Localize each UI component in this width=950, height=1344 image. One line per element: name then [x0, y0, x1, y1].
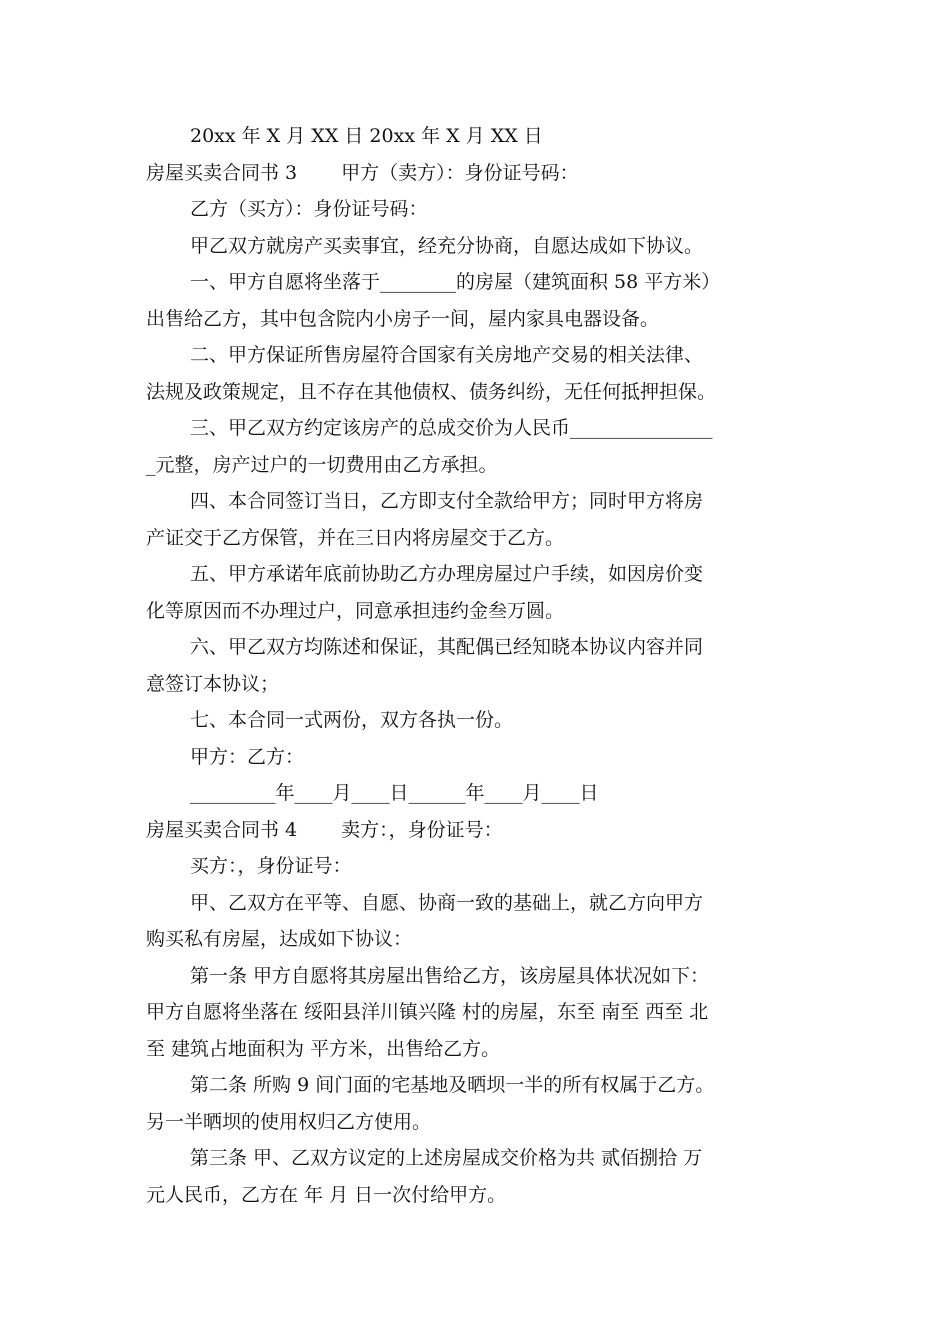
line-text: 六、甲乙双方均陈述和保证，其配偶已经知晓本协议内容并同	[190, 636, 704, 658]
paragraph-line	[146, 483, 808, 520]
paragraph-line	[146, 337, 808, 374]
paragraph-line	[146, 885, 808, 922]
contract-title: 房屋买卖合同书 3	[146, 161, 298, 184]
line-text: 购买私有房屋，达成如下协议：	[146, 928, 413, 950]
paragraph-line	[146, 374, 808, 411]
line-text: 乙方（买方）：身份证号码：	[190, 198, 428, 220]
paragraph-line	[146, 666, 808, 703]
line-text: 一、甲方自愿将坐落于________的房屋（建筑面积 58 平方米）	[190, 271, 721, 293]
paragraph-line	[146, 1067, 808, 1104]
line-text: _________年____月____日______年____月____日	[190, 782, 599, 804]
paragraph-line	[146, 702, 808, 739]
line-text: 甲乙双方就房产买卖事宜，经充分协商，自愿达成如下协议。	[190, 234, 704, 257]
line-text: 至 建筑占地面积为 平方米，出售给乙方。	[146, 1037, 501, 1060]
paragraph-line	[146, 958, 808, 995]
section-heading-line	[146, 812, 808, 849]
paragraph-line	[146, 520, 808, 557]
line-text: 20xx 年 X 月 XX 日 20xx 年 X 月 XX 日	[190, 125, 543, 147]
line-text: 化等原因而不办理过户，同意承担违约金叁万圆。	[146, 599, 565, 622]
paragraph-line	[146, 228, 808, 265]
paragraph-line	[146, 301, 808, 338]
line-text: 七、本合同一式两份，双方各执一份。	[190, 709, 514, 731]
paragraph-line	[146, 994, 808, 1031]
line-text: 产证交于乙方保管，并在三日内将房屋交于乙方。	[146, 526, 565, 549]
line-text: 三、甲乙双方约定该房产的总成交价为人民币_______________	[190, 417, 713, 439]
paragraph-line	[146, 1031, 808, 1068]
paragraph-line	[146, 1140, 808, 1177]
paragraph-line	[146, 629, 808, 666]
section-heading-line	[146, 155, 808, 192]
line-text: 出售给乙方，其中包含院内小房子一间，屋内家具电器设备。	[146, 307, 660, 330]
paragraph-line	[146, 848, 808, 885]
paragraph-line	[146, 264, 808, 301]
line-text: 元人民币，乙方在 年 月 日一次付给甲方。	[146, 1183, 507, 1206]
line-text: 第三条 甲、乙双方议定的上述房屋成交价格为共 贰佰捌拾 万	[190, 1147, 703, 1169]
paragraph-line	[146, 775, 808, 812]
line-text: 第一条 甲方自愿将其房屋出售给乙方，该房屋具体状况如下：	[190, 964, 710, 987]
paragraph-line	[146, 556, 808, 593]
line-text: 二、甲方保证所售房屋符合国家有关房地产交易的相关法律、	[190, 344, 704, 366]
line-text: 甲、乙双方在平等、自愿、协商一致的基础上，就乙方向甲方	[190, 891, 704, 914]
paragraph-line	[146, 410, 808, 447]
line-text: 第二条 所购 9 间门面的宅基地及晒坝一半的所有权属于乙方。	[190, 1074, 715, 1096]
paragraph-line	[146, 1177, 808, 1214]
line-text: 另一半晒坝的使用权归乙方使用。	[146, 1110, 432, 1133]
line-text: 甲方：乙方：	[190, 745, 305, 768]
paragraph-line	[146, 593, 808, 630]
paragraph-line	[146, 447, 808, 484]
paragraph-line	[146, 191, 808, 228]
paragraph-line	[146, 1104, 808, 1141]
paragraph-line	[146, 921, 808, 958]
line-text: 四、本合同签订当日，乙方即支付全款给甲方；同时甲方将房	[190, 490, 704, 512]
line-text: 甲方自愿将坐落在 绥阳县洋川镇兴隆 村的房屋，东至 南至 西至 北	[146, 1001, 709, 1023]
line-text: 买方：，身份证号：	[190, 855, 352, 877]
line-text: 意签订本协议；	[146, 672, 280, 695]
paragraph-line	[146, 118, 808, 155]
line-text: 五、甲方承诺年底前协助乙方办理房屋过户手续，如因房价变	[190, 563, 704, 585]
line-text: _元整，房产过户的一切费用由乙方承担。	[146, 453, 498, 476]
paragraph-line	[146, 739, 808, 776]
line-text: 法规及政策规定，且不存在其他债权、债务纠纷，无任何抵押担保。	[146, 380, 717, 403]
party-label: 甲方（卖方）：身份证号码：	[341, 161, 579, 184]
contract-title: 房屋买卖合同书 4	[146, 818, 298, 841]
party-label: 卖方：，身份证号：	[341, 818, 503, 841]
document-page	[146, 118, 808, 1213]
